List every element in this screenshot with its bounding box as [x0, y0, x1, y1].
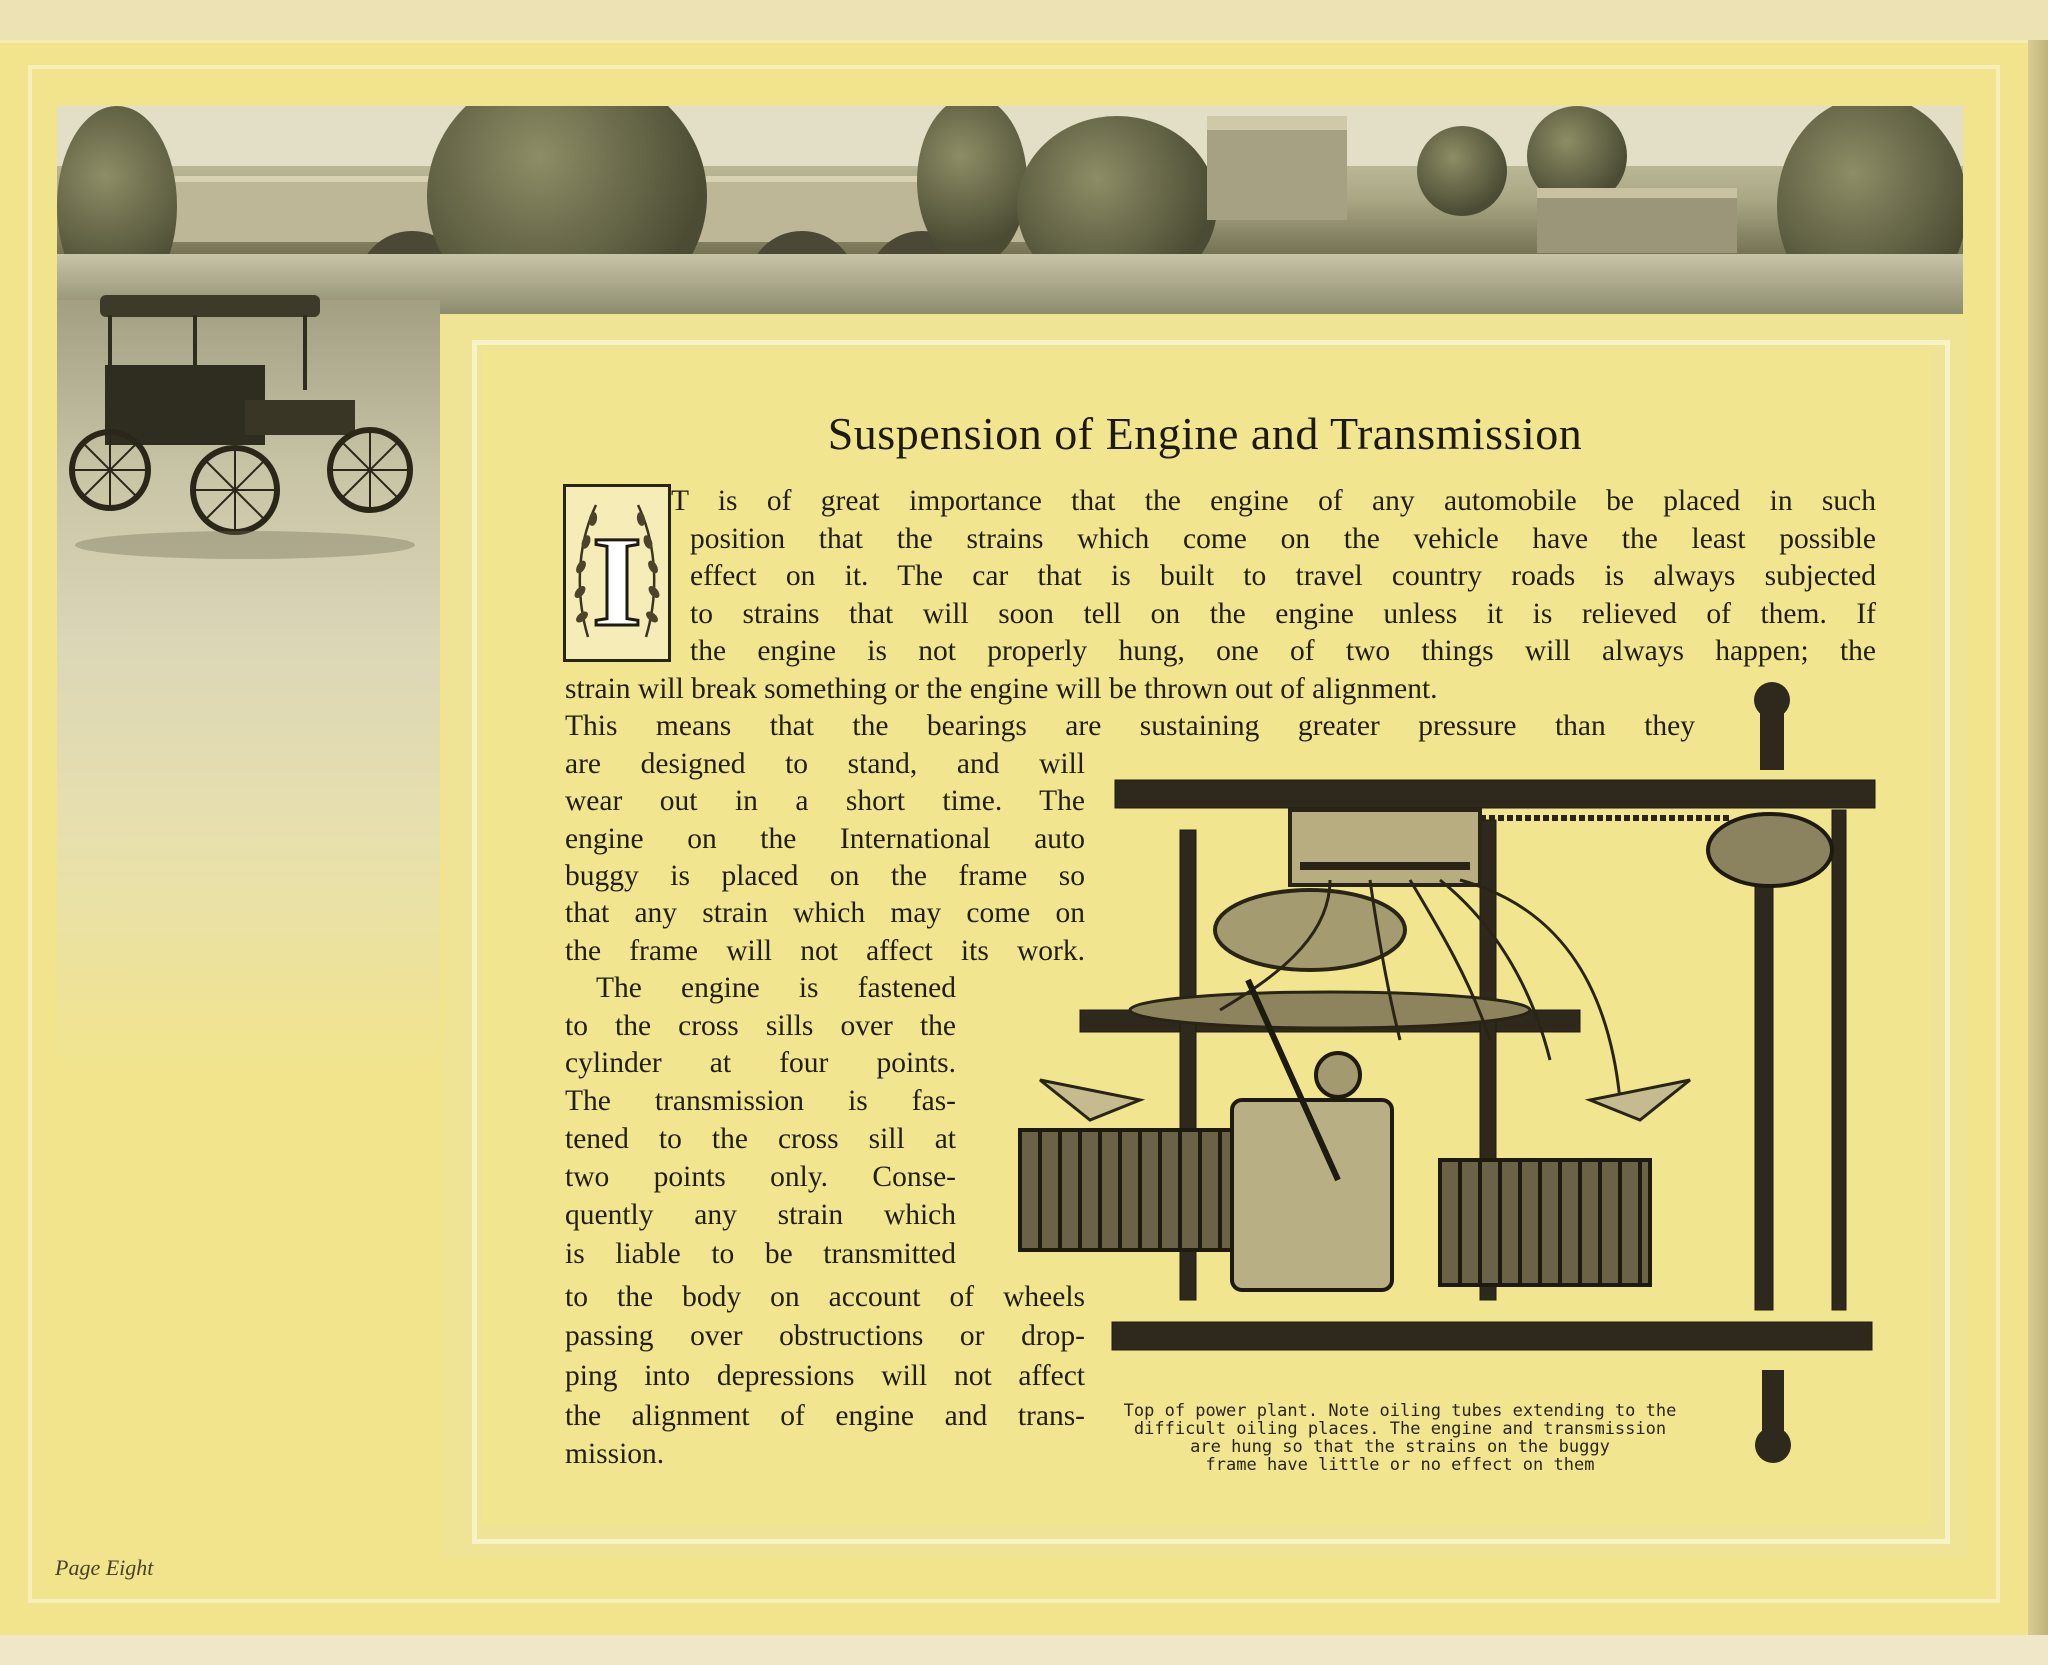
- body-line: The engine is fastened: [596, 972, 956, 1004]
- body-line: position that the strains which come on the vehicle have the least possible: [690, 523, 1876, 555]
- river-shed: [1537, 188, 1737, 253]
- body-line: quently any strain which: [565, 1199, 956, 1231]
- body-line: the frame will not affect its work.: [565, 935, 1085, 967]
- body-line: engine on the International auto: [565, 823, 1085, 855]
- caption-line: difficult oiling places. The engine and transmission: [1133, 1419, 1667, 1439]
- barn: [1207, 116, 1347, 220]
- body-line: that any strain which may come on: [565, 897, 1085, 929]
- body-line: buggy is placed on the frame so: [565, 860, 1085, 892]
- tree: [917, 106, 1027, 266]
- body-line: to strains that will soon tell on the engine unless it is relieved of them. If: [690, 598, 1876, 630]
- body-line: are designed to stand, and will: [565, 748, 1085, 780]
- body-line: mission.: [565, 1438, 665, 1470]
- power-plant-illustration: [970, 680, 1890, 1480]
- body-line: two points only. Conse-: [565, 1161, 956, 1193]
- body-line: T is of great importance that the engine of any automobile be placed in such: [671, 485, 1876, 517]
- caption-line: Top of power plant. Note oiling tubes extending to the: [1123, 1401, 1677, 1421]
- figure-caption: [1100, 1402, 1700, 1474]
- body-line: This means that the bearings are sustaining greater pressure than they: [565, 710, 1695, 742]
- dropcap-letter: I: [591, 510, 643, 654]
- tree: [1417, 126, 1507, 216]
- body-line: cylinder at four points.: [565, 1047, 956, 1079]
- page-title: Suspension of Engine and Transmission: [827, 408, 1583, 459]
- body-line: effect on it. The car that is built to travel country roads is always subjected: [690, 560, 1876, 592]
- body-line: passing over obstructions or drop-: [565, 1320, 1085, 1352]
- caption-line: are hung so that the strains on the buggy: [1190, 1437, 1610, 1457]
- banner-photo: [57, 106, 1963, 314]
- body-line: to the body on account of wheels: [565, 1281, 1085, 1313]
- bottom-margin: [0, 1635, 2048, 1665]
- auto-buggy-icon: [65, 290, 425, 570]
- body-line: strain will break something or the engine will be thrown out of alignment.: [565, 673, 1438, 705]
- page-edge: [2028, 40, 2048, 1640]
- body-line: is liable to be transmitted: [565, 1238, 956, 1270]
- dropcap: [563, 484, 671, 662]
- body-line: the engine is not properly hung, one of two things will always happen; the: [690, 635, 1876, 667]
- page-number: Page Eight: [55, 1555, 154, 1580]
- laurel-wreath-icon: [566, 487, 668, 659]
- caption-line: frame have little or no effect on them: [1205, 1455, 1595, 1475]
- body-line: wear out in a short time. The: [565, 785, 1085, 817]
- body-line: ping into depressions will not affect: [565, 1360, 1085, 1392]
- body-line: to the cross sills over the: [565, 1010, 956, 1042]
- body-line: the alignment of engine and trans-: [565, 1400, 1085, 1432]
- body-line: tened to the cross sill at: [565, 1123, 956, 1155]
- body-line: The transmission is fas-: [565, 1085, 956, 1117]
